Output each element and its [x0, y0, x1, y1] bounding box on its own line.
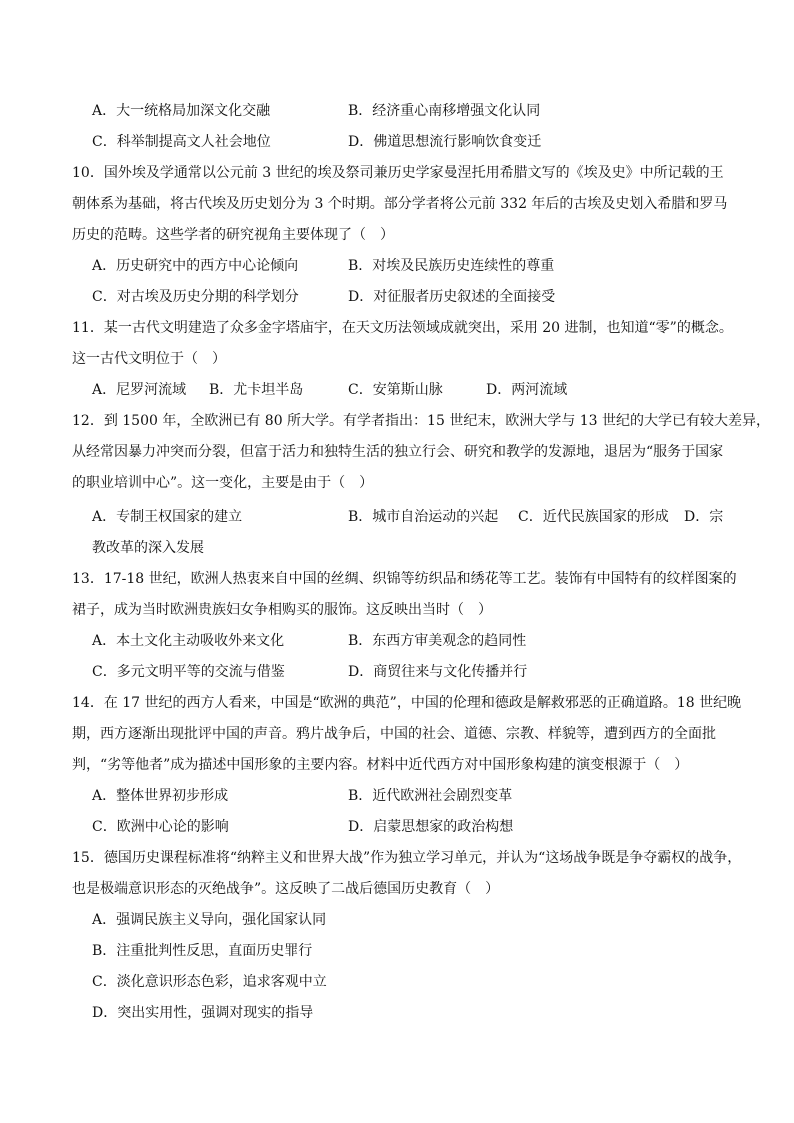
q14-stem-line-1: 14．在 17 世纪的西方人看来，中国是“欧洲的典范”，中国的伦理和德政是解救邪恶的正确道路。18 世纪晚 — [72, 695, 742, 711]
q10-stem-line-1: 10．国外埃及学通常以公元前 3 世纪的埃及祭司兼历史学家曼涅托用希腊文写的《埃及史》中所记载的王 — [72, 165, 724, 181]
q12-option-d: D．宗 — [684, 509, 724, 525]
q9-option-d: D．佛道思想流行影响饮食变迁 — [348, 134, 542, 150]
q11-option-c: C．安第斯山脉 — [348, 382, 443, 398]
q10-stem-line-3: 历史的范畴。这些学者的研究视角主要体现了（ ） — [72, 227, 394, 243]
q10-option-b: B．对埃及民族历史连续性的尊重 — [348, 258, 555, 274]
q12-option-c: C．近代民族国家的形成 — [518, 509, 669, 525]
q11-option-a: A．尼罗河流域 — [92, 382, 187, 398]
q9-option-a: A．大一统格局加深文化交融 — [92, 103, 271, 119]
q14-stem-line-3: 判，“劣等他者”成为描述中国形象的主要内容。材料中近代西方对中国形象构建的演变根源于（ ） — [72, 757, 689, 773]
q15-stem-line-2: 也是极端意识形态的灭绝战争”。这反映了二战后德国历史教育（ ） — [72, 881, 500, 897]
q15-option-a: A．强调民族主义导向，强化国家认同 — [92, 912, 327, 928]
q10-option-c: C．对古埃及历史分期的科学划分 — [92, 289, 299, 305]
q14-option-c: C．欧洲中心论的影响 — [92, 819, 229, 835]
q11-stem-line-2: 这一古代文明位于（ ） — [72, 351, 226, 367]
q15-option-b: B．注重批判性反思，直面历史罪行 — [92, 943, 313, 959]
q12-stem-line-1: 12．到 1500 年，全欧洲已有 80 所大学。有学者指出：15 世纪末，欧洲大学与 13 世纪的大学已有较大差异， — [72, 413, 771, 429]
q12-stem-line-2: 从经常因暴力冲突而分裂，但富于活力和独特生活的独立行会、研究和教学的发源地，退居为“服务于国家 — [72, 444, 724, 460]
q14-option-d: D．启蒙思想家的政治构想 — [348, 819, 514, 835]
q9-option-c: C．科举制提高文人社会地位 — [92, 134, 271, 150]
q10-stem-line-2: 朝体系为基础，将古代埃及历史划分为 3 个时期。部分学者将公元前 332 年后的古埃及史划入希腊和罗马 — [72, 196, 728, 212]
q15-option-c: C．淡化意识形态色彩，追求客观中立 — [92, 974, 327, 990]
q11-option-b: B．尤卡坦半岛 — [209, 382, 304, 398]
q13-option-a: A．本土文化主动吸收外来文化 — [92, 633, 285, 649]
q12-option-d-continued: 教改革的深入发展 — [92, 540, 204, 556]
q13-stem-line-1: 13．17-18 世纪，欧洲人热衷来自中国的丝绸、织锦等纺织品和绣花等工艺。装饰有中国特有的纹样图案的 — [72, 571, 737, 587]
q15-option-d: D．突出实用性，强调对现实的指导 — [92, 1005, 314, 1021]
q12-option-a: A．专制王权国家的建立 — [92, 509, 243, 525]
q15-stem-line-1: 15．德国历史课程标准将“纳粹主义和世界大战”作为独立学习单元，并认为“这场战争既是争夺霸权的战争， — [72, 850, 742, 866]
q11-option-d: D．两河流域 — [486, 382, 568, 398]
q11-stem-line-1: 11．某一古代文明建造了众多金字塔庙宇，在天文历法领域成就突出，采用 20 进制，也知道“零”的概念。 — [72, 320, 733, 336]
q10-option-a: A．历史研究中的西方中心论倾向 — [92, 258, 299, 274]
q12-option-b: B．城市自治运动的兴起 — [348, 509, 499, 525]
q14-option-a: A．整体世界初步形成 — [92, 788, 229, 804]
q9-option-b: B．经济重心南移增强文化认同 — [348, 103, 541, 119]
q13-stem-line-2: 裙子，成为当时欧洲贵族妇女争相购买的服饰。这反映出当时（ ） — [72, 602, 492, 618]
q13-option-c: C．多元文明平等的交流与借鉴 — [92, 664, 285, 680]
q10-option-d: D．对征服者历史叙述的全面接受 — [348, 289, 556, 305]
q13-option-d: D．商贸往来与文化传播并行 — [348, 664, 528, 680]
q14-option-b: B．近代欧洲社会剧烈变革 — [348, 788, 513, 804]
q12-stem-line-3: 的职业培训中心”。这一变化，主要是由于（ ） — [72, 475, 374, 491]
q14-stem-line-2: 期，西方逐渐出现批评中国的声音。鸦片战争后，中国的社会、道德、宗教、样貌等，遭到西方的全面批 — [72, 726, 716, 742]
q13-option-b: B．东西方审美观念的趋同性 — [348, 633, 527, 649]
